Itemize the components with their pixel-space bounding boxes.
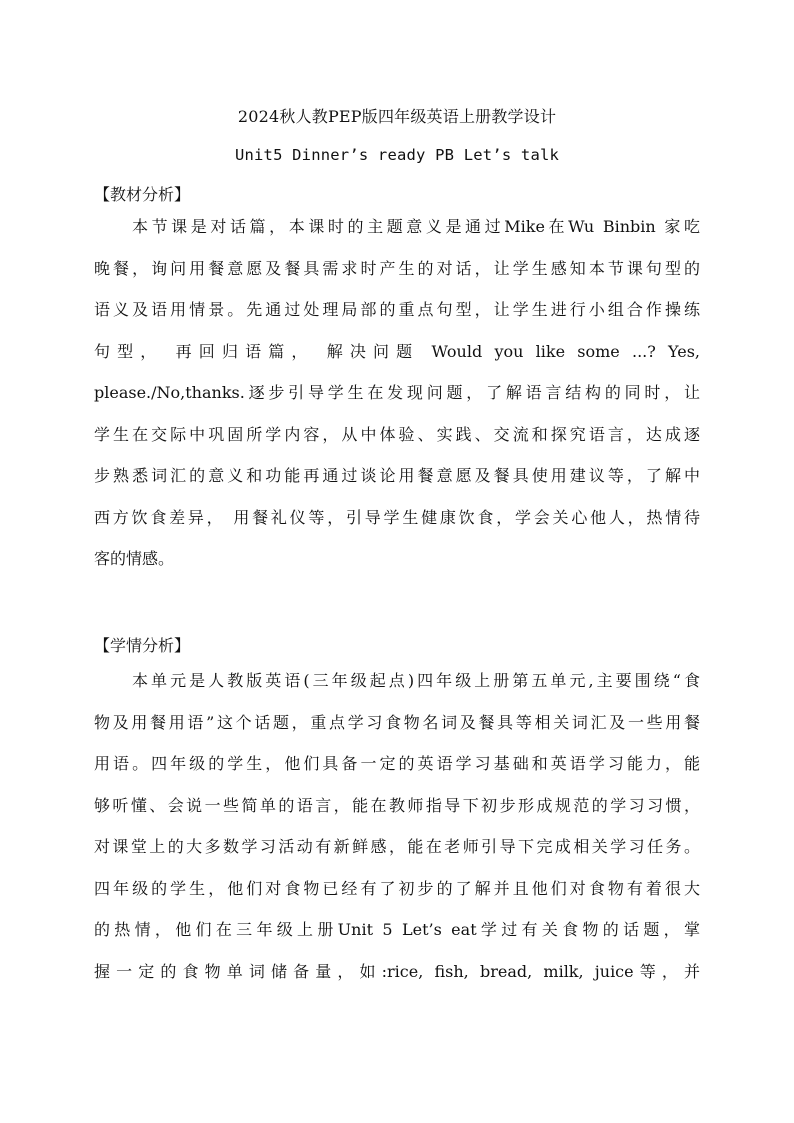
paragraph-material-analysis	[94, 206, 700, 580]
section-heading-material-analysis: 【教材分析】	[94, 185, 191, 204]
paragraph-learner-analysis	[94, 660, 700, 992]
paragraph-line: 客的情感。	[94, 549, 175, 568]
paragraph-line: 够听懂、会说一些简单的语言，能在教师指导下初步形成规范的学习习惯，	[94, 795, 700, 815]
paragraph-line: 握一定的食物单词储备量，如:rice, fish, bread, milk, juice等，并	[94, 961, 700, 981]
paragraph-line: please./No,thanks.逐步引导学生在发现问题，了解语言结构的同时，让	[94, 383, 700, 402]
paragraph-line: 本节课是对话篇，本课时的主题意义是通过Mike在Wu Binbin 家吃	[132, 217, 700, 236]
paragraph-line: 句型， 再回归语篇， 解决问题 Would you like some ...? Yes,	[94, 341, 700, 361]
paragraph-line: 语义及语用情景。先通过处理局部的重点句型，让学生进行小组合作操练	[94, 300, 700, 319]
paragraph-line: 学生在交际中巩固所学内容，从中体验、实践、交流和探究语言，达成逐	[94, 424, 700, 444]
paragraph-line: 对课堂上的大多数学习活动有新鲜感，能在老师引导下完成相关学习任务。	[94, 837, 700, 856]
paragraph-line: 本单元是人教版英语(三年级起点)四年级上册第五单元,主要围绕“食	[132, 671, 700, 690]
paragraph-line: 的热情，他们在三年级上册Unit 5 Let’s eat学过有关食物的话题，掌	[94, 920, 700, 939]
paragraph-line: 用语。四年级的学生，他们具备一定的英语学习基础和英语学习能力，能	[94, 754, 700, 773]
paragraph-line: 步熟悉词汇的意义和功能再通过谈论用餐意愿及餐具使用建议等，了解中	[94, 466, 700, 485]
section-heading-learner-analysis: 【学情分析】	[94, 636, 191, 655]
document-subtitle: Unit5 Dinner’s ready PB Let’s talk	[234, 146, 560, 164]
document-title: 2024秋人教PEP版四年级英语上册教学设计	[237, 107, 557, 126]
paragraph-line: 四年级的学生，他们对食物已经有了初步的了解并且他们对食物有着很大	[94, 878, 700, 898]
paragraph-line: 晚餐，询问用餐意愿及餐具需求时产生的对话，让学生感知本节课句型的	[94, 258, 700, 278]
paragraph-line: 物及用餐用语”这个话题，重点学习食物名词及餐具等相关词汇及一些用餐	[94, 712, 700, 732]
paragraph-line: 西方饮食差异， 用餐礼仪等，引导学生健康饮食，学会关心他人，热情待	[94, 507, 700, 527]
